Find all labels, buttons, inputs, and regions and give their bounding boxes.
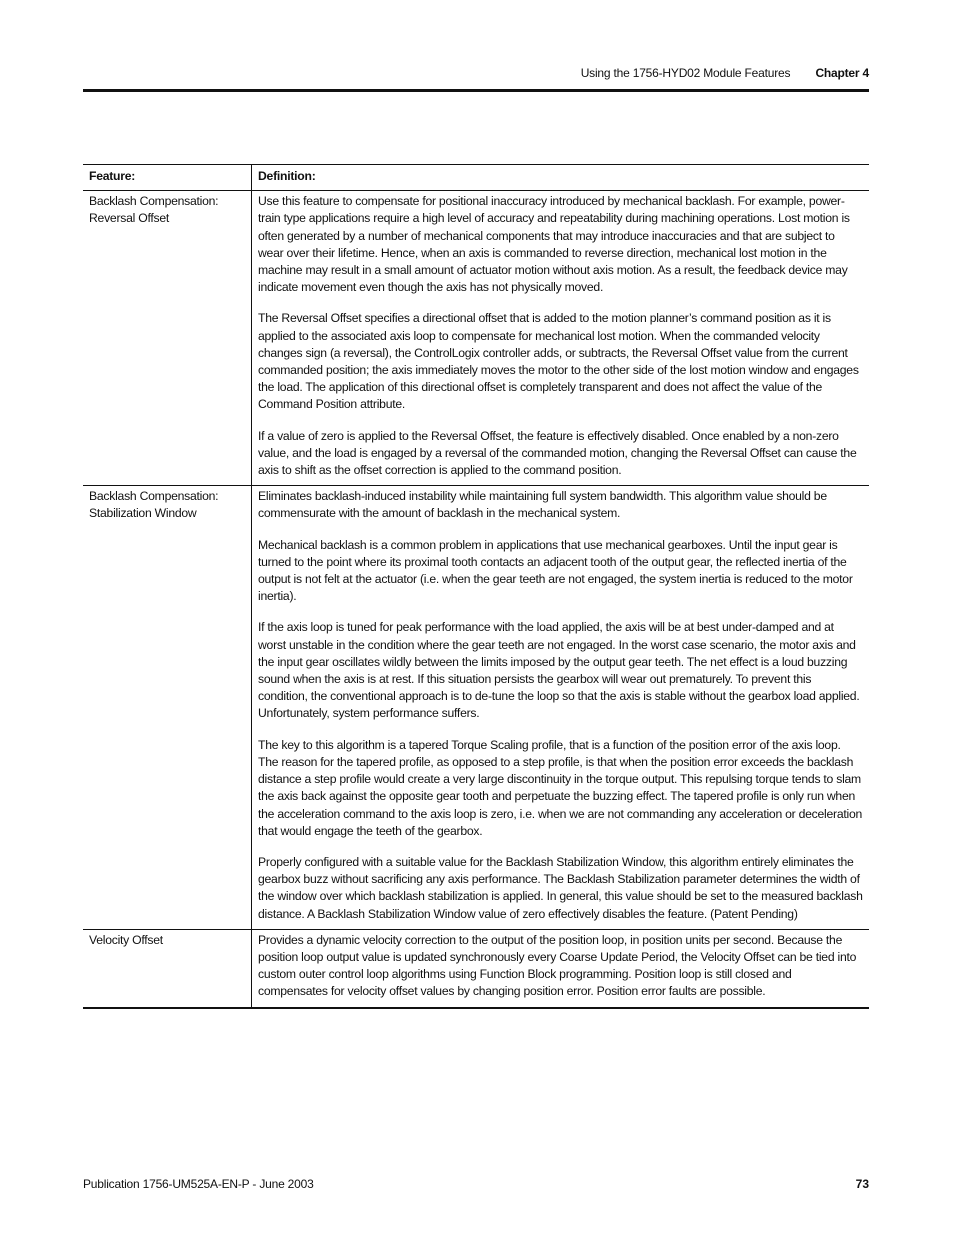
running-header bbox=[581, 66, 869, 80]
feature-name-line: Velocity Offset bbox=[89, 932, 163, 947]
definition-paragraph: The Reversal Offset specifies a directional offset that is added to the motion planner’s command position as it is applied to the associated axis loop to compensate for mechanical lost motion. When the commanded velocity changes sign (a reversal), the ControlLogix controller adds, or subtracts, the Reversal Offset value from the current commanded position; the axis immediately moves the motor to the other side of the lost motion window and engages the load. The application of this directional offset is completely transparent and does not affect the value of the Command Position attribute. bbox=[258, 311, 859, 412]
table-header-row bbox=[83, 165, 869, 191]
definition-paragraph: Provides a dynamic velocity correction to the output of the position loop, in position units per second. Because the position loop output value is updated synchronously every Coarse Update Period, the Velocity Offset can be tied into custom outer control loop algorithms using Function Block programming. Position loop is still closed and compensates for velocity offset values by changing position error. Position error faults are possible. bbox=[258, 932, 857, 999]
definition-cell bbox=[252, 191, 870, 486]
feature-name-line: Backlash Compensation: bbox=[89, 194, 219, 209]
definition-paragraph: Mechanical backlash is a common problem in applications that use mechanical gearboxes. Until the input gear is turned to the point where its proximal tooth contacts an adjacent tooth of the output gear, the reflected inertia of the output is not felt at the actuator (i.e. when the gear teeth are not engaged, the system inertia is reduced to the motor inertia). bbox=[258, 537, 853, 604]
definition-cell bbox=[252, 486, 870, 929]
table-row bbox=[83, 486, 869, 929]
definition-cell bbox=[252, 929, 870, 1007]
definition-paragraph: If the axis loop is tuned for peak performance with the load applied, the axis will be at best under-damped and at worst unstable in the condition where the gear teeth are not engaged. In the worst case scenario, the motor axis and the input gear oscillates wildly between the limits imposed by the output gear teeth. The net effect is a loud buzzing sound when the axis is at rest. If this situation persists the gearbox will wear out prematurely. To prevent this condition, the conventional approach is to de-tune the loop so that the axis is stable without the gearbox load applied. Unfortunately, system performance suffers. bbox=[258, 620, 860, 721]
table-row bbox=[83, 929, 869, 1007]
definition-paragraph: Use this feature to compensate for positional inaccuracy introduced by mechanical backlash. For example, power-train type applications require a high level of accuracy and repeatability during machining operations. Lost motion is often generated by a number of mechanical components that may introduce inaccuracies and that are subject to wear over their lifetime. Hence, when an axis is commanded to reverse direction, mechanical lost motion in the machine may result in a small amount of actuator motion without axis motion. As a result, the feedback device may indicate movement even though the axis has not physically moved. bbox=[258, 194, 850, 295]
table-row bbox=[83, 191, 869, 486]
footer-publication: Publication 1756-UM525A-EN-P - June 2003 bbox=[83, 1177, 314, 1191]
feature-cell bbox=[83, 929, 252, 1007]
header-rule bbox=[83, 89, 869, 92]
feature-definition-table bbox=[83, 164, 869, 1009]
header-section-title: Using the 1756-HYD02 Module Features bbox=[580, 66, 791, 80]
definition-paragraph: The key to this algorithm is a tapered Torque Scaling profile, that is a function of the position error of the axis loop. The reason for the tapered profile, as opposed to a step profile, is that when the position error exceeds the backlash distance a step profile would create a very large discontinuity in the torque output. This repulsing torque tends to slam the axis back against the opposite gear tooth and perpetuate the buzzing effect. The tapered profile is only run when the acceleration command to the axis loop is zero, i.e. when we are not commanding any acceleration or deceleration that would engage the teeth of the gearbox. bbox=[258, 737, 862, 838]
feature-cell bbox=[83, 191, 252, 486]
feature-name-line: Backlash Compensation: bbox=[89, 489, 219, 504]
definition-paragraph: If a value of zero is applied to the Reversal Offset, the feature is effectively disabled. Once enabled by a non-zero value, and the load is engaged by a reversal of the commanded motion, changing the Reversal Offset can cause the axis to shift as the offset correction is applied to the command position. bbox=[258, 428, 857, 478]
column-header-feature: Feature: bbox=[83, 165, 252, 191]
feature-name-line: Stabilization Window bbox=[89, 506, 197, 521]
definition-paragraph: Eliminates backlash-induced instability while maintaining full system bandwidth. This algorithm value should be commensurate with the amount of backlash in the mechanical system. bbox=[258, 489, 827, 521]
footer-page-number: 73 bbox=[855, 1177, 869, 1191]
feature-name-line: Reversal Offset bbox=[89, 211, 170, 226]
definition-paragraph: Properly configured with a suitable value for the Backlash Stabilization Window, this algorithm entirely eliminates the gearbox buzz without sacrificing any axis performance. The Backlash Stabilization parameter determines the width of the window over which backlash stabilization is applied. In general, this value should be set to the measured backlash distance. A Backlash Stabilization Window value of zero effectively disables the feature. (Patent Pending) bbox=[258, 854, 863, 921]
header-chapter-label: Chapter 4 bbox=[815, 66, 869, 80]
feature-cell bbox=[83, 486, 252, 929]
column-header-definition: Definition: bbox=[252, 165, 870, 191]
